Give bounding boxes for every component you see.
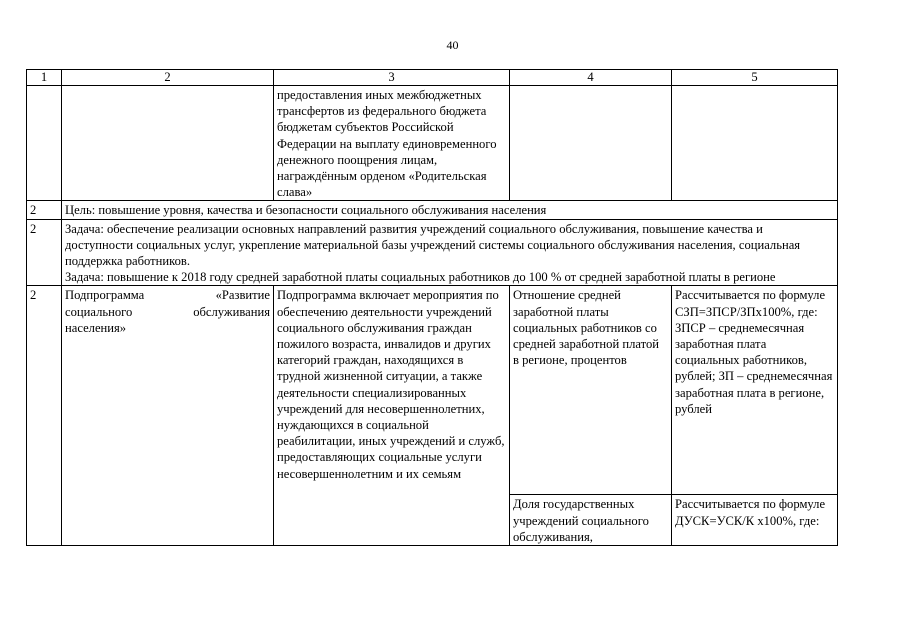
indicator-name-cell [510, 286, 672, 546]
header-row [27, 70, 838, 86]
page-number: 40 [446, 38, 459, 52]
header-cell-4: 4 [510, 70, 672, 86]
task-1-text: Задача: обеспечение реализации основных направлений развития учреждений социального обслуживания, повышение качества и доступности социальных услуг, укрепление материальной базы учреждений системы социального обслуживания населения, социальная поддержка работников. [65, 221, 801, 269]
task-2-text: Задача: повышение к 2018 году средней заработной платы социальных работников до 100 % от средней заработной платы в регионе [65, 270, 776, 285]
goal-row [27, 201, 838, 219]
program-table [26, 69, 838, 546]
goal-number-cell: 2 [27, 201, 62, 219]
header-cell-1: 1 [27, 70, 62, 86]
program-name-cell: Подпрограмма «Развитие социального обслуживания населения» [62, 286, 274, 546]
task-row [27, 219, 838, 286]
header-cell-2: 2 [62, 70, 274, 86]
program-row [27, 286, 838, 546]
task-text-cell [62, 219, 838, 286]
continuation-cell-5 [672, 86, 838, 201]
indicator-2-method: Рассчитывается по формуле ДУСК=УСК/К х100%, где: [672, 494, 837, 528]
continuation-cell-1 [27, 86, 62, 201]
task-number-cell: 2 [27, 219, 62, 286]
header-cell-5: 5 [672, 70, 838, 86]
goal-text-cell: Цель: повышение уровня, качества и безопасности социального обслуживания населения [62, 201, 838, 219]
continuation-cell-2 [62, 86, 274, 201]
indicator-1-name: Отношение средней заработной платы социальных работников со средней заработной платой в регионе, процентов [513, 288, 660, 368]
continuation-cell-3: предоставления иных межбюджетных трансфертов из федерального бюджета бюджетам субъектов Российской Федерации на выплату единовременного денежного поощрения лицам, награждённым орденом «Родительская слава» [274, 86, 510, 201]
continuation-row [27, 86, 838, 201]
indicator-method-cell [672, 286, 838, 546]
header-cell-3: 3 [274, 70, 510, 86]
program-number-cell: 2 [27, 286, 62, 546]
program-description-cell: Подпрограмма включает мероприятия по обеспечению деятельности учреждений социального обслуживания граждан пожилого возраста, инвалидов и других категорий граждан, находящихся в трудной жизненной ситуации, а также деятельности специализированных учреждений для несовершеннолетних, нуждающихся в социальной реабилитации, иных учреждений и служб, предоставляющих социальные услуги несовершеннолетним и их семьям [274, 286, 510, 546]
indicator-1-method: Рассчитывается по формуле СЗП=ЗПСР/ЗПх100%, где: ЗПСР – среднемесячная заработная плата социальных работников, рублей; ЗП – среднемесячная заработная плата в регионе, рублей [675, 288, 833, 416]
continuation-cell-4 [510, 86, 672, 201]
indicator-2-name: Доля государственных учреждений социального обслуживания, [510, 494, 671, 545]
